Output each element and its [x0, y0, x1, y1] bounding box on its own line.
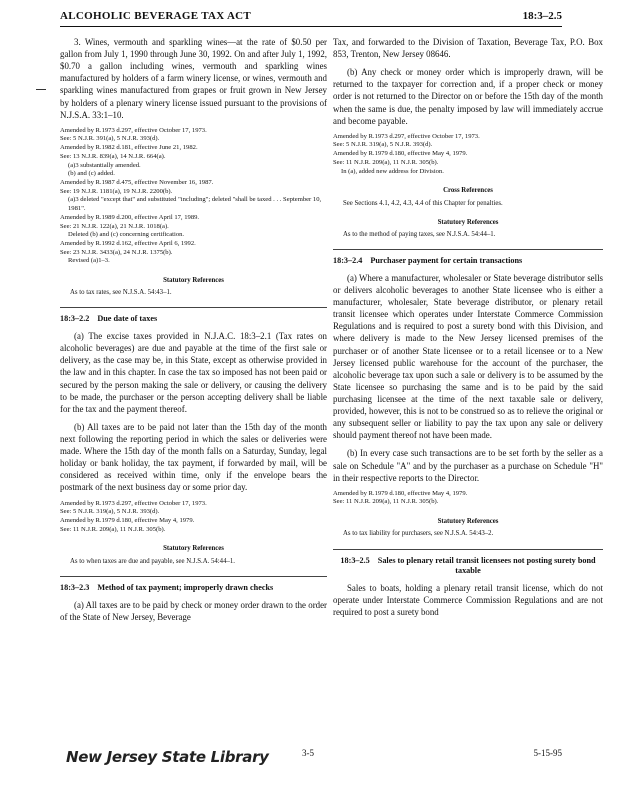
statutory-references-text: As to tax rates, see N.J.S.A. 54:43–1. — [70, 289, 172, 297]
paragraph-wines-rate: 3. Wines, vermouth and sparkling wines—at the rate of $0.50 per gallon from July 1, 1990 through June 30, 1992. On and after July 1, 1992, $0.70 a gallon including wines, vermouth and sparkling wines manufactured by holders of a farm winery license, or wines, vermouth and sparkling wines manufactured from grapes or fruit grown in New Jersey by holders of a plenary winery license issued pursuant to the provisions of N.J.S.A. 33:1–10. — [60, 37, 327, 120]
section-number: 18:3–2.4 — [333, 256, 363, 266]
statutory-references-text: As to when taxes are due and payable, see N.J.S.A. 54:44–1. — [70, 557, 235, 565]
section-title: Method of tax payment; improperly drawn checks — [97, 582, 274, 592]
margin-mark — [36, 89, 46, 90]
left-column — [60, 36, 327, 629]
amend-line: See: 11 N.J.R. 209(a), 11 N.J.R. 305(b). — [333, 158, 439, 166]
paragraph-2-4-a: (a) Where a manufacturer, wholesaler or State beverage distributor sells or delivers alcoholic beverages to another State licensee who is either a manufacturer, wholesaler, State beverage distributor, or plenary retail transit licensee which operates under Interstate Commerce Commission Regulations and is required to post a surety bond with this Division, and where delivery is made to the New Jersey licensed premises of the purchaser or of another State licensee or to a retail licensee or to a New Jersey licensed public warehouse for the account of the purchaser, the alcoholic beverage tax upon such a sale or delivery is to be assumed by the State licensee so purchasing the same and is to be paid by the said purchasing licensee at the time of the next taxable sale or delivery, provided, however, this is not to be construed so as to relieve the original or any subsequent seller or liability to pay the tax upon any sale or delivery should payment thereof not have been made. — [333, 272, 603, 441]
library-stamp: New Jersey State Library — [66, 748, 269, 766]
amend-line: (b) and (c) added. — [68, 170, 115, 178]
statutory-references-text: As to tax liability for purchasers, see N.J.S.A. 54:43–2. — [343, 530, 494, 538]
amend-line: See: 5 N.J.R. 391(a), 5 N.J.R. 393(d). — [60, 135, 160, 143]
amend-line: Amended by R.1979 d.180, effective May 4, 1979. — [60, 516, 195, 524]
amend-line: See: 19 N.J.R. 1181(a), 19 N.J.R. 2200(b). — [60, 187, 173, 195]
amend-line: Amended by R.1979 d.180, effective May 4, 1979. — [333, 489, 468, 497]
section-number: 18:3–2.3 — [60, 582, 90, 592]
section-heading-2-2 — [60, 307, 327, 325]
right-column — [333, 36, 603, 624]
section-number: 18:3–2.2 — [60, 314, 90, 324]
section-number: 18:3–2.5 — [340, 555, 370, 565]
amend-line: See: 11 N.J.R. 209(a), 11 N.J.R. 305(b). — [60, 525, 166, 533]
amend-line: Amended by R.1982 d.181, effective June 21, 1982. — [60, 144, 198, 152]
paragraph-2-2-a: (a) The excise taxes provided in N.J.A.C. 18:3–2.1 (Tax rates on alcoholic beverages) are due and payable at the time of the first sale or delivery, as the case may be, in this State, except as otherwise provided in the law and in this chapter. In case the tax so imposed has not been paid or secured by the person making the sale or delivery, or causing the delivery to be made, the purchaser or the person accepting delivery shall be liable for the tax and the payment thereof. — [60, 331, 327, 414]
paragraph-2-5: Sales to boats, holding a plenary retail transit license, which do not operate under Interstate Commerce Commission Regulations and are not required to post a surety bond — [333, 582, 603, 618]
paragraph-2-3-b: (b) Any check or money order which is improperly drawn, will be returned to the taxpayer for correction and, if a proper check or money order is not returned to the Director on or before the 15th day of the month when the same is due, the penalty imposed by law will immediately accrue and become payable. — [333, 67, 603, 126]
paragraph-continuation: Tax, and forwarded to the Division of Taxation, Beverage Tax, P.O. Box 853, Trenton, New Jersey 08646. — [333, 37, 603, 60]
amendment-history — [60, 500, 327, 535]
amend-line: See: 11 N.J.R. 209(a), 11 N.J.R. 305(b). — [333, 498, 439, 506]
amend-line: Amended by R.1987 d.475, effective November 16, 1987. — [60, 178, 214, 186]
amend-line: Amended by R.1973 d.297, effective October 17, 1973. — [60, 126, 207, 134]
amend-line: Deleted (b) and (c) concerning certification. — [68, 231, 185, 239]
amendment-history — [60, 127, 327, 266]
amend-line: Amended by R.1979 d.180, effective May 4, 1979. — [333, 150, 468, 158]
running-header — [60, 8, 562, 27]
paragraph-2-3-a: (a) All taxes are to be paid by check or money order drawn to the order of the State of New Jersey, Beverage — [60, 599, 327, 622]
cross-references-heading: Cross References — [443, 187, 493, 195]
statutory-references-heading: Statutory References — [163, 277, 224, 285]
header-title: ALCOHOLIC BEVERAGE TAX ACT — [60, 10, 252, 22]
amend-line: Amended by R.1992 d.162, effective April 6, 1992. — [60, 239, 196, 247]
amend-line: (a)3 substantially amended. — [68, 161, 141, 169]
paragraph-2-2-b: (b) All taxes are to be paid not later than the 15th day of the month next following the reporting period in which the sales or deliveries were made. Where the 15th day of the month falls on a Saturday, Sunday, legal holiday or bank holiday, the tax payment, if forwarded by mail, will be considered as received within time, only if the envelope bears the postmark of the next business day or some prior day. — [60, 421, 327, 493]
amend-line: See: 21 N.J.R. 122(a), 21 N.J.R. 1018(a). — [60, 222, 169, 230]
amend-line: See: 5 N.J.R. 319(a), 5 N.J.R. 393(d). — [60, 508, 160, 516]
amend-line: Amended by R.1973 d.297, effective October 17, 1973. — [60, 499, 207, 507]
statutory-references-heading: Statutory References — [437, 518, 499, 526]
amend-line: See: 23 N.J.R. 3433(a), 24 N.J.R. 1375(b). — [60, 248, 173, 256]
statutory-references-heading: Statutory References — [163, 545, 224, 553]
section-heading-2-4 — [333, 249, 603, 267]
amendment-history — [333, 490, 603, 507]
amend-line: See: 13 N.J.R. 839(a), 14 N.J.R. 664(a). — [60, 152, 166, 160]
section-title: Purchaser payment for certain transactions — [370, 256, 523, 266]
statutory-references-heading: Statutory References — [437, 218, 499, 226]
amend-line: Amended by R.1989 d.200, effective April 17, 1989. — [60, 213, 200, 221]
page-number: 3-5 — [302, 748, 314, 758]
amend-line: Amended by R.1973 d.297, effective October 17, 1973. — [333, 132, 480, 140]
section-heading-2-3 — [60, 576, 327, 594]
amend-line: (a)3 deleted "except that" and substituted "including"; deleted "shall be taxed . . . September 10, 1981". — [68, 196, 322, 213]
revision-date: 5-15-95 — [533, 748, 562, 758]
section-title: Due date of taxes — [97, 314, 158, 324]
section-heading-2-5 — [333, 549, 603, 577]
amend-line: In (a), added new address for Division. — [341, 167, 444, 175]
cross-references-text: See Sections 4.1, 4.2, 4.3, 4.4 of this Chapter for penalties. — [343, 199, 503, 207]
statutory-references-text: As to the method of paying taxes, see N.J.S.A. 54:44–1. — [343, 230, 496, 238]
paragraph-2-4-b: (b) In every case such transactions are to be set forth by the seller as a sale on Schedule "A" and by the purchaser as a purchase on Schedule "H" in their respective reports to the Director. — [333, 448, 603, 483]
amend-line: Revised (a)1–3. — [68, 257, 110, 265]
amend-line: See: 5 N.J.R. 319(a), 5 N.J.R. 393(d). — [333, 141, 433, 149]
amendment-history — [333, 133, 603, 177]
header-section-range: 18:3–2.5 — [522, 10, 562, 22]
section-title: Sales to plenary retail transit licensees not posting surety bond taxable — [377, 555, 596, 576]
